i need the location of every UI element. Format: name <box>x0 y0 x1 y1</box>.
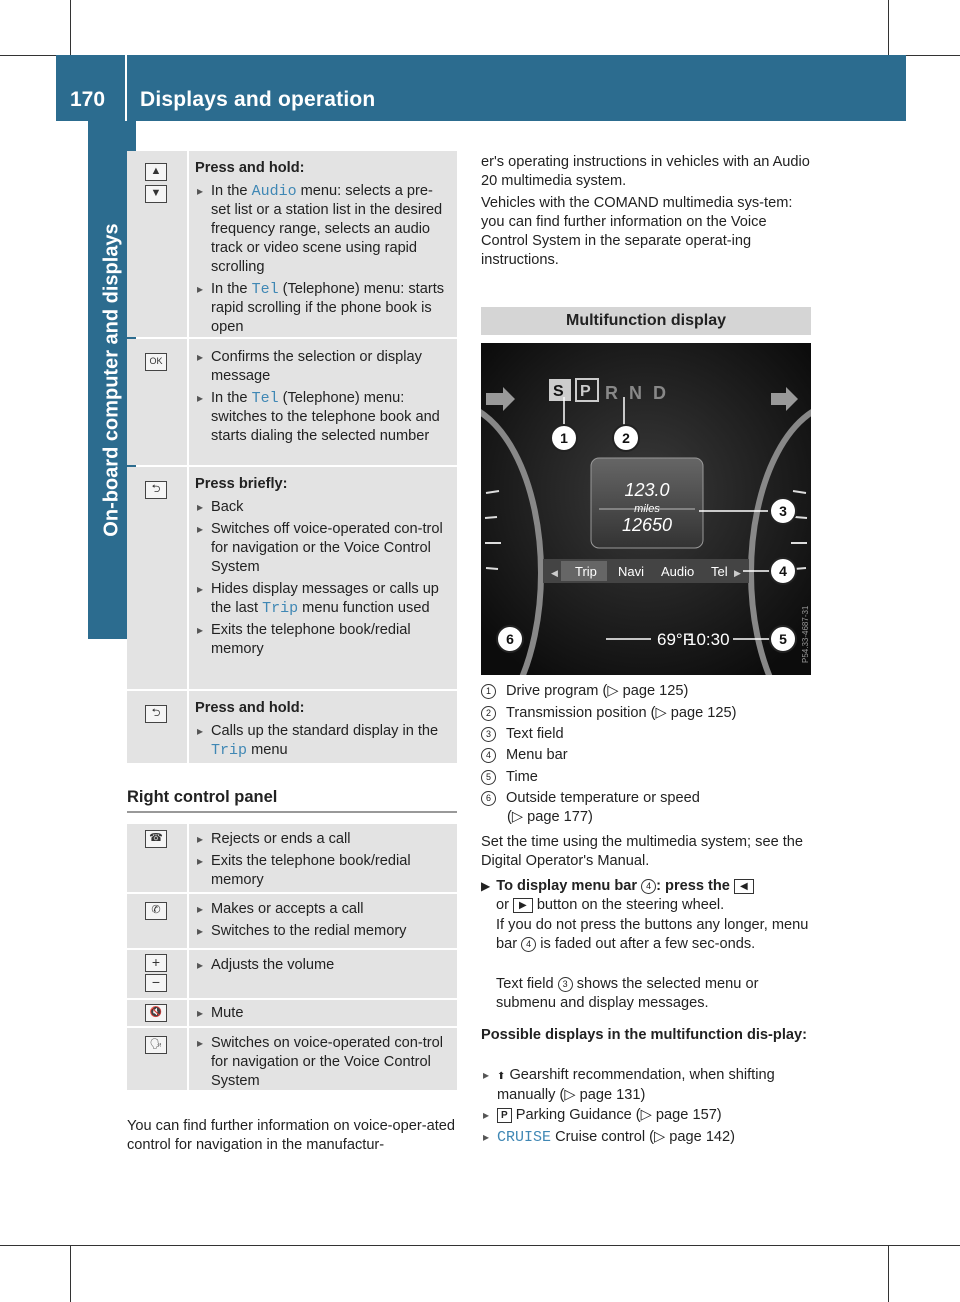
key-cell <box>127 1028 189 1090</box>
list-item: ▸ P Parking Guidance (▷ page 157) <box>481 1106 811 1125</box>
row-text <box>195 473 449 662</box>
key-cell <box>127 824 189 892</box>
list-item: ▸ Mute <box>195 1004 449 1023</box>
header-separator <box>125 55 127 121</box>
list-item: ▸ ⬆ Gearshift recommendation, when shifting manually (▷ page 131) <box>481 1066 811 1105</box>
list-item: ▸ In the Audio menu: selects a pre-set list or a station list in the desired frequency range, selects an audio track or video scene using rapid scrolling <box>195 182 449 277</box>
callout-3: 3 <box>779 503 787 519</box>
end-call-icon: ☎ <box>145 830 167 848</box>
table-row <box>127 824 457 892</box>
menu-item-navi: Navi <box>618 564 645 579</box>
gear-s: S <box>553 383 564 400</box>
list-item: ▸ Back <box>195 498 449 517</box>
list-item: ▸ Hides display messages or calls up the last Trip menu function used <box>195 580 449 618</box>
crop-mark <box>888 1245 889 1302</box>
text-field-value: 123.0 <box>624 480 670 500</box>
list-item: ▸ Switches off voice-operated con-trol for navigation or the Voice Control System <box>195 520 449 577</box>
subheading: Possible displays in the multifunction dis-play: <box>481 1027 807 1043</box>
row-text <box>195 1034 449 1094</box>
table-row <box>127 691 457 763</box>
row-text <box>195 1004 449 1026</box>
voice-control-icon: 🗣 <box>145 1036 167 1054</box>
list-item: ▸ Confirms the selection or display message <box>195 348 449 386</box>
side-tab-label: On-board computer and displays <box>100 223 123 537</box>
mute-icon: 🔇 <box>145 1004 167 1022</box>
row-text <box>195 830 449 893</box>
gear-rnd: R N D <box>605 383 669 403</box>
left-button-icon: ◀ <box>734 879 754 894</box>
table-row <box>127 467 457 689</box>
table-row <box>127 950 457 998</box>
menu-item-audio: Audio <box>661 564 695 579</box>
menu-left-arrow-icon: ◀ <box>551 568 558 578</box>
instruction-step: ▶ To display menu bar 4 : press the ◀ or ▶ button on the steering wheel. <box>481 877 811 915</box>
body-paragraph: Vehicles with the COMAND multimedia sys-tem: you can find further information on the Voice Control System in the separate operat-ing instructions. <box>481 195 793 268</box>
legend-item: 1 Drive program (▷ page 125) <box>481 682 688 701</box>
parking-guidance-icon: P <box>497 1108 512 1123</box>
key-cell <box>127 894 189 948</box>
gear-p: P <box>580 383 591 400</box>
row-heading: Press briefly: <box>195 476 288 492</box>
legend-item: 6 Outside temperature or speed <box>481 789 700 808</box>
back-button-icon: ⮌ <box>145 705 167 723</box>
legend-item: 4 Menu bar <box>481 746 568 765</box>
row-text <box>195 956 449 978</box>
crop-mark <box>70 0 71 55</box>
outside-temperature: 69°F <box>657 630 694 649</box>
table-row <box>127 1028 457 1090</box>
key-cell <box>127 1000 189 1026</box>
list-item: ▸ In the Tel (Telephone) menu: switches to the telephone book and starts dialing the selected number <box>195 389 449 446</box>
down-arrow-icon: ▼ <box>145 185 167 203</box>
row-heading: Press and hold: <box>195 700 305 716</box>
instrument-cluster-drawing <box>481 343 811 675</box>
section-heading: Right control panel <box>127 788 278 806</box>
crop-mark <box>70 1245 71 1302</box>
list-item: ▸ Switches on voice-operated con-trol for navigation or the Voice Control System <box>195 1034 449 1091</box>
clock-time: 10:30 <box>687 630 730 649</box>
callout-2: 2 <box>622 430 630 446</box>
list-item: ▸ In the Tel (Telephone) menu: starts rapid scrolling if the phone book is open <box>195 280 449 337</box>
key-cell <box>127 950 189 998</box>
row-text <box>195 900 449 944</box>
body-paragraph: er's operating instructions in vehicles with an Audio 20 multimedia system. <box>481 154 810 189</box>
cruise-label: CRUISE <box>497 1129 552 1146</box>
image-code: P54.33-4687-31 <box>801 605 810 663</box>
key-cell <box>127 467 189 689</box>
key-cell <box>127 691 189 763</box>
list-item: ▸ Calls up the standard display in the Trip menu <box>195 722 449 760</box>
body-paragraph: If you do not press the buttons any longer, menu bar 4 is faded out after a few sec-onds. <box>496 917 809 952</box>
callout-5: 5 <box>779 631 787 647</box>
body-paragraph: You can find further information on voice-oper-ated control for navigation in the manufactur- <box>127 1118 456 1153</box>
legend-item: 5 Time <box>481 768 538 787</box>
volume-plus-icon: + <box>145 954 167 972</box>
list-item: ▸ Exits the telephone book/redial memory <box>195 852 449 890</box>
divider <box>127 811 457 813</box>
list-item: ▸ Exits the telephone book/redial memory <box>195 621 449 659</box>
volume-minus-icon: − <box>145 974 167 992</box>
accept-call-icon: ✆ <box>145 902 167 920</box>
text-field-unit: miles <box>634 503 660 515</box>
legend-item: (▷ page 177) <box>507 809 593 825</box>
row-text <box>195 345 449 449</box>
row-text <box>195 157 449 340</box>
crop-mark <box>0 1245 960 1246</box>
menu-right-arrow-icon: ▶ <box>734 568 741 578</box>
page-number: 170 <box>70 88 106 111</box>
body-paragraph: Text field 3 shows the selected menu or submenu and display messages. <box>496 976 759 1011</box>
list-item: ▸ Makes or accepts a call <box>195 900 449 919</box>
key-cell <box>127 339 189 465</box>
step-arrow-icon: ▶ <box>481 879 491 893</box>
row-text <box>195 697 449 763</box>
body-paragraph: Set the time using the multimedia system; see the Digital Operator's Manual. <box>481 834 804 869</box>
legend-item: 3 Text field <box>481 725 564 744</box>
callout-1: 1 <box>560 430 568 446</box>
row-heading: Press and hold: <box>195 160 305 176</box>
menu-item-tel: Tel <box>711 564 728 579</box>
legend-item: 2 Transmission position (▷ page 125) <box>481 704 737 723</box>
callout-6: 6 <box>506 631 514 647</box>
up-arrow-icon: ▲ <box>145 163 167 181</box>
list-item: ▸ Rejects or ends a call <box>195 830 449 849</box>
list-item: ▸ CRUISE Cruise control (▷ page 142) <box>481 1128 811 1147</box>
table-row <box>127 339 457 465</box>
table-row <box>127 151 457 337</box>
table-row <box>127 894 457 948</box>
menu-item-trip: Trip <box>575 564 597 579</box>
right-button-icon: ▶ <box>513 898 533 913</box>
section-heading: Multifunction display <box>481 307 811 335</box>
multifunction-display-photo <box>481 343 811 675</box>
key-cell <box>127 151 189 337</box>
table-row <box>127 1000 457 1026</box>
list-item: ▸ Adjusts the volume <box>195 956 449 975</box>
header-title: Displays and operation <box>140 88 376 111</box>
crop-mark <box>888 0 889 55</box>
text-field-odometer: 12650 <box>621 515 673 535</box>
ok-button-icon: OK <box>145 353 167 371</box>
list-item: ▸ Switches to the redial memory <box>195 922 449 941</box>
callout-4: 4 <box>779 563 787 579</box>
gearshift-icon: ⬆ <box>497 1071 506 1082</box>
back-button-icon: ⮌ <box>145 481 167 499</box>
